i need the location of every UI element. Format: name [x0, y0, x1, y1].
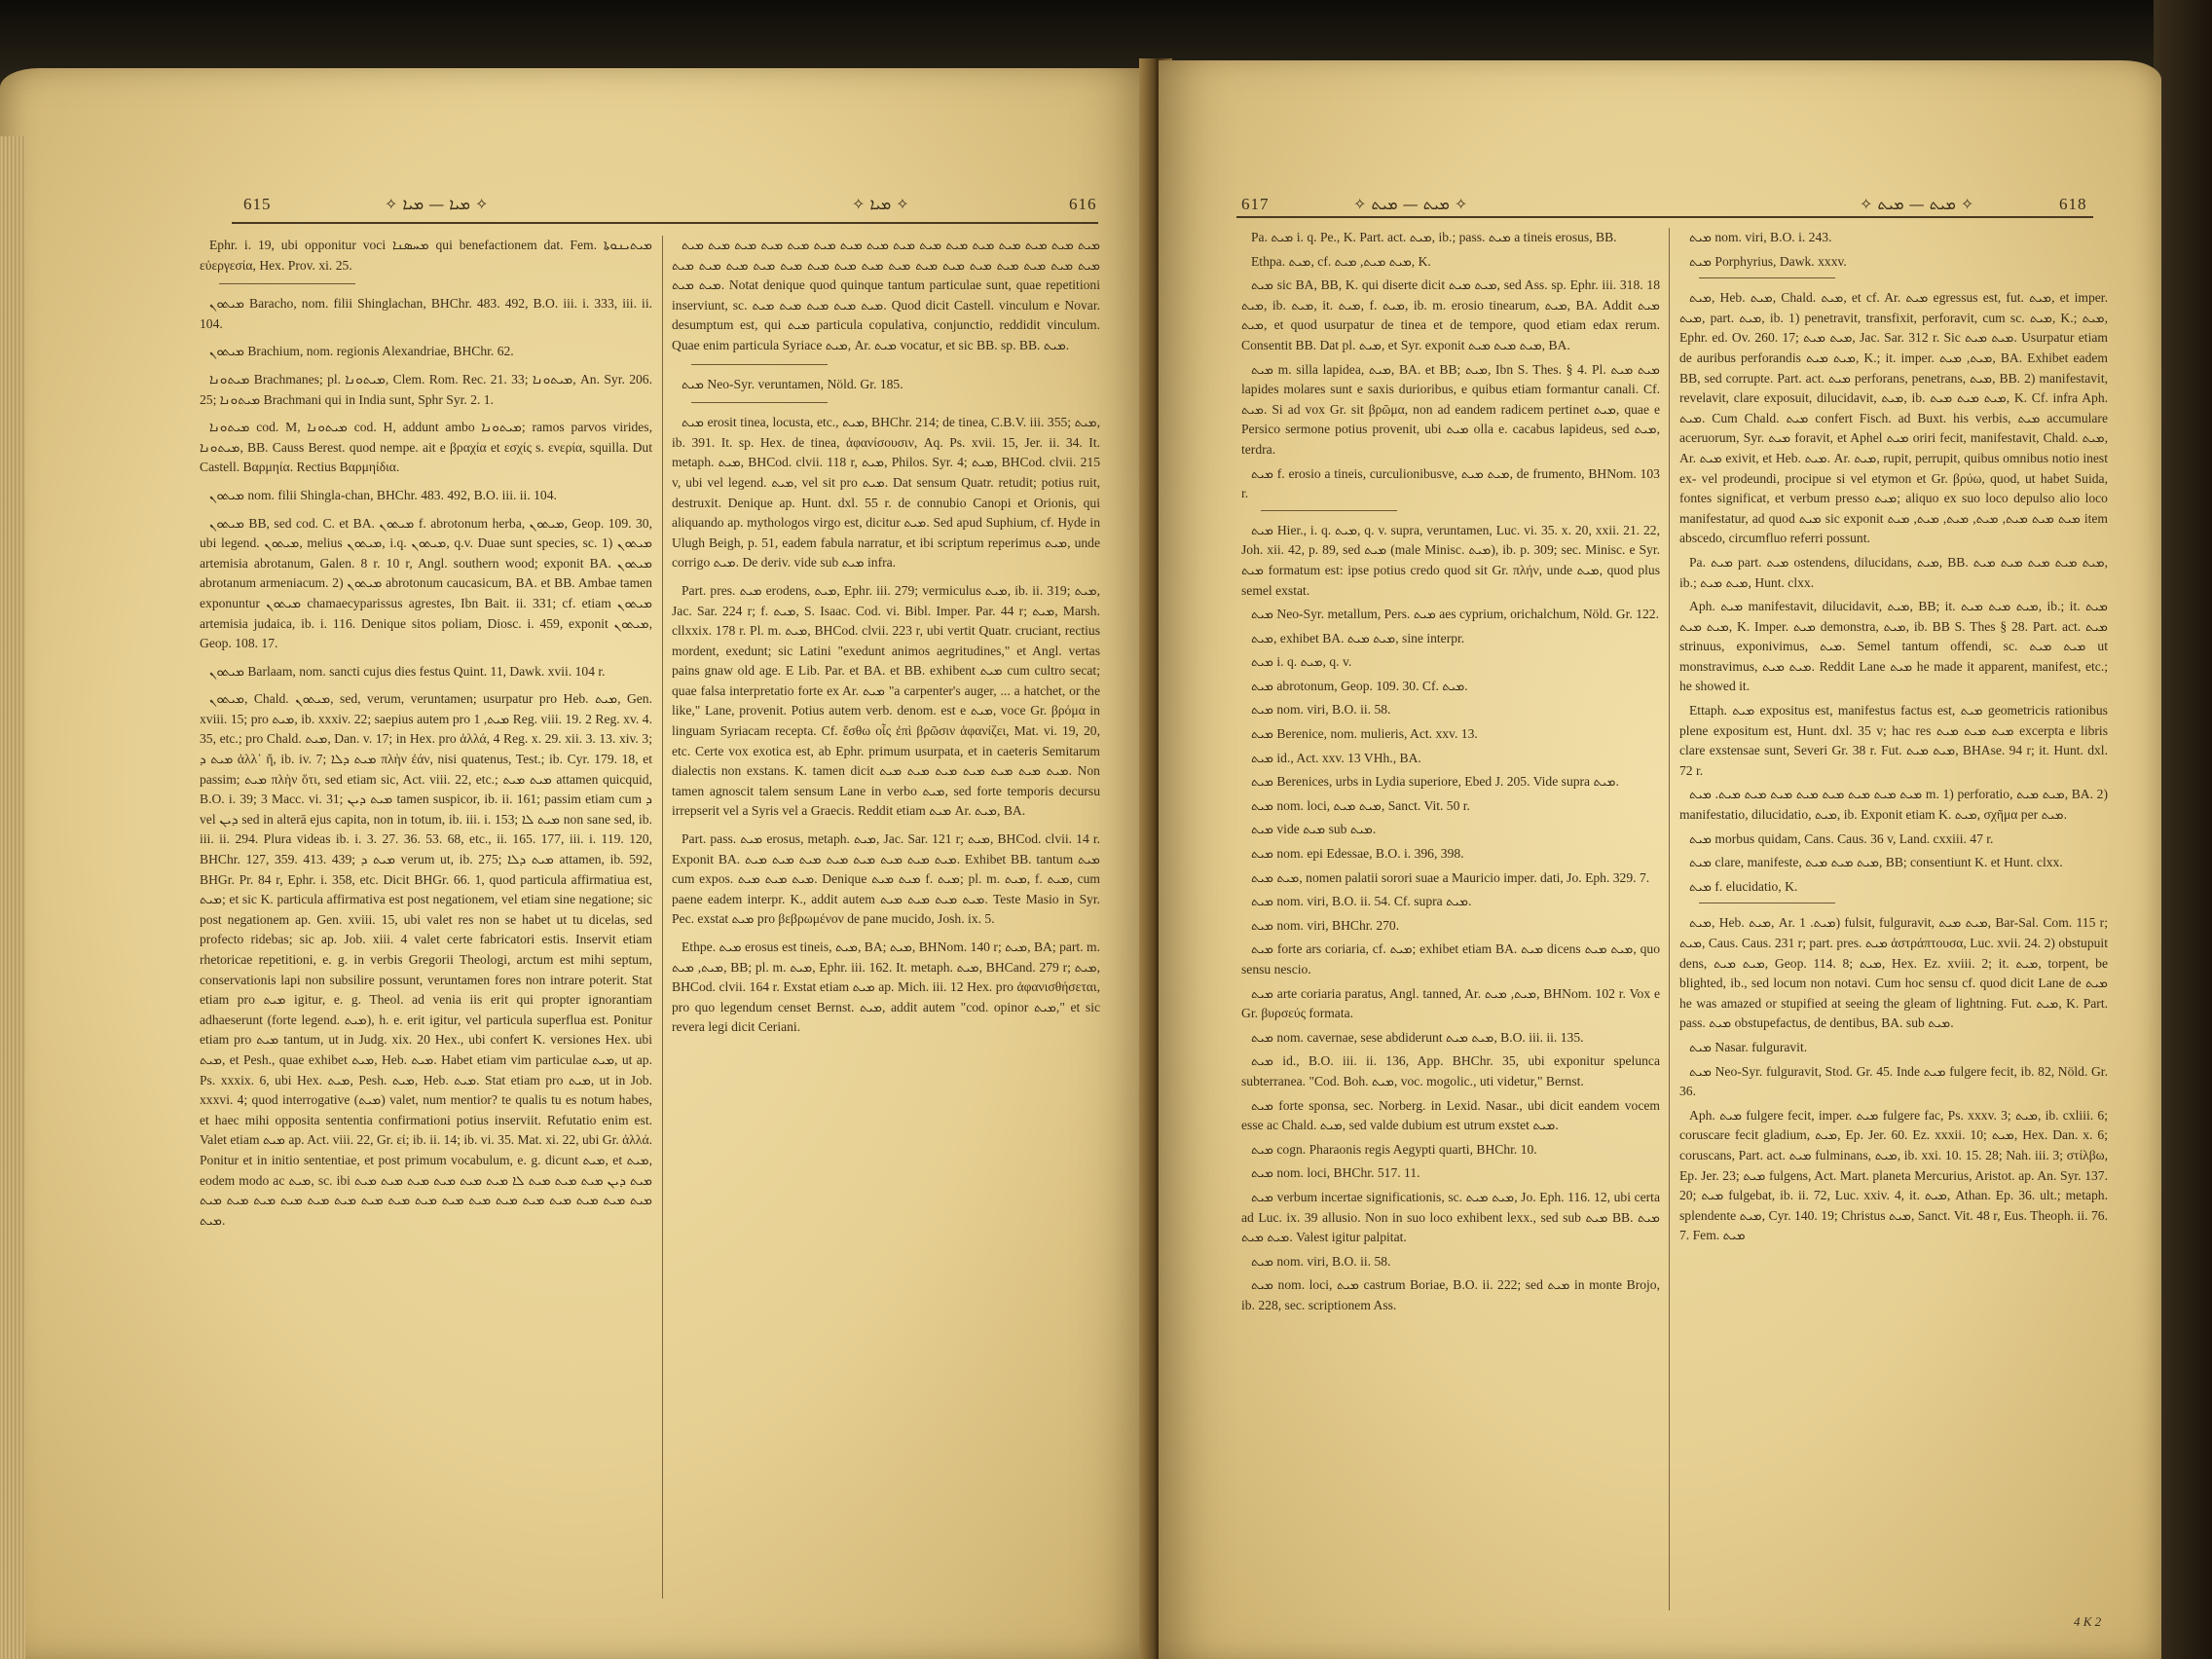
page-edges — [0, 136, 25, 1659]
column-divider — [662, 236, 663, 1599]
entry: ܡܝܬ clare, manifeste, ܡܝܬ ܡܝܬ ܡܝܬ, BB; consentiunt K. et Hunt. clxx. — [1689, 855, 2063, 870]
entry: ܡܝܬ vide ܡܝܬ sub ܡܝܬ. — [1251, 822, 1377, 837]
entry: Ephr. i. 19, ubi opponitur voci ܡܚܣܢܐ qui benefactionem dat. Fem. ܡܝܬܝܢܘܬܐ εὐεργεσία, Hex. Prov. xi. 25. — [200, 238, 652, 273]
entry: Pa. ܡܝܬ i. q. Pe., K. Part. act. ܡܝܬ, ib.; pass. ܡܝܬ a tineis erosus, BB. — [1251, 230, 1617, 244]
entry: ܡܝܬ sic BA, BB, K. qui diserte dicit ܡܝܬ ܡܝܬ, sed Ass. sp. Ephr. iii. 318. 18 ܡܝܬ, ib. ܡܝܬ, it. ܡܝܬ, f. ܡܝܬ, ib. m. erosio tinearum, ܡܝܬ, BA. Addit ܡܝܬ ܡܝܬ, et quod usurpatur de tinea et de tempore, quod etiam edax rerum. Consentit BB. Dat pl. ܡܝܬ, et Syr. exponit ܡܝܬ ܡܝܬ ܡܝܬ, BA. — [1241, 277, 1660, 352]
entry: Ethpa. ܡܝܬ, cf. ܡܝܬ ܡܝܬ, ܡܝܬ, K. — [1251, 253, 1431, 269]
entry: ܡܝܬ f. elucidatio, K. — [1689, 878, 1798, 894]
entry: ܡܝܬܘܢ Baracho, nom. filii Shinglachan, BHChr. 483. 492, B.O. iii. i. 333, iii. ii. 104. — [200, 296, 652, 331]
entry: ܡܝܬ verbum incertae significationis, sc. ܡܝܬ ܡܝܬ, Jo. Eph. 116. 12, ubi certa ad Luc. ix. 39 allusio. Non in suo loco exhibent lexx., sed sub ܡܝܬ BB. ܡܝܬ ܡܝܬ ܡܝܬ. Valest igitur palpitat. — [1241, 1189, 1660, 1245]
entry: ܡܝܬ erosit tinea, locusta, etc., ܡܝܬ, BHChr. 214; de tinea, C.B.V. iii. 355; ܡܝܬ, ib. 391. It. sp. Hex. de tinea, ἀφανίσουσιν, Aq. Ps. xvii. 15, Jer. ii. 34. It. metaph. ܡܝܬ, BHCod. clvii. 118 r, ܡܝܬ, Philos. Syr. 4; ܡܝܬ, BHCod. clvii. 215 v, ubi vel legend. ܡܝܬ, vel sit pro ܡܝܬ. Dat sensum Quatr. retudit; potius ruit, destruxit. Denique ap. Hunt. dxl. 55 r. de connubio Canopi et Orionis, qui aliquando ap. mythologos virgo est, dicitur ܡܝܬ. Sed apud Suphium, cf. Hyde in Ulugh Beigh, p. 51, eadem fabula narratur, et ibi scriptum reperimus ܡܝܬ, unde corrigo ܡܝܬ. De deriv. vide sub ܡܝܬ infra. — [672, 415, 1100, 571]
entry: ܡܝܬ Neo-Syr. veruntamen, Nöld. Gr. 185. — [682, 376, 903, 391]
entry: Aph. ܡܝܬ manifestavit, dilucidavit, ܡܝܬ, BB; it. ܡܝܬ ܡܝܬ ܡܝܬ, ib.; it. ܡܝܬ ܡܝܬ ܡܝܬ, K. Imper. ܡܝܬ demonstra, ܡܝܬ, ib. BB S. Thes § 28. Part. act. ܡܝܬ strinuus, exponivimus, ܡܝܬ. Semel tantum offendi, sc. ܡܝܬ ܡܝܬ ut monstravimus, ܡܝܬ ܡܝܬ. Reddit Lane ܡܝܬ he made it apparent, manifest, etc.; he showed it. — [1679, 599, 2108, 694]
column-divider — [1669, 228, 1670, 1610]
entry: ܡܝܬ nom. loci, BHChr. 517. 11. — [1251, 1165, 1420, 1181]
entry: ܡܝܬܘܢ BB, sed cod. C. et BA. ܡܝܬܘܢ f. abrotonum herba, ܡܝܬܘܢ, Geop. 109. 30, ubi legend. ܡܝܬܘܢ, melius ܡܝܬܘܢ, i.q. ܡܝܬܘܢ, q.v. Duae sunt species, sc. 1) ܡܝܬܘܢ artemisia abrotanum, Galen. 8 r. 10 r, Angl. southern wood; exponit BA. ܡܝܬܘܢ abrotanum armeniacum. 2) ܡܝܬܘܢ abrotonum caucasicum, BA. et BB. Ambae tamen exponuntur ܡܝܬܘܢ chamaecyparissus agrestes, Ibn Bait. ii. 331; cf. etiam ܡܝܬܘܢ artemisia judaica, ib. i. 116. Denique sitos poliam, Diosc. i. 459, exponit ܡܝܬܘܢ, Geop. 108. 17. — [200, 515, 652, 651]
entry: ܡܝܬ nom. viri, B.O. ii. 54. Cf. supra ܡܝܬ. — [1251, 894, 1472, 909]
entry: ܡܝܬ morbus quidam, Cans. Caus. 36 v, Land. cxxiii. 47 r. — [1689, 830, 1994, 846]
entry: ܡܝܬ, exhibet BA. ܡܝܬ ܡܝܬ, sine interpr. — [1251, 630, 1465, 645]
entry: ܡܝܬ nom. viri, B.O. ii. 58. — [1251, 1253, 1391, 1269]
entry: ܡܝܬ ܡܝܬ ܡܝܬ ܡܝܬ ܡܝܬ ܡܝܬ ܡܝܬ ܡܝܬ. ܡܝܬ m. 1) perforatio, ܡܝܬ ܡܝܬ, BA. 2) manifestatio, dilucidatio, ܡܝܬ, ib. Exponit etiam K. ܡܝܬ, σχῆμα per ܡܝܬ. — [1679, 787, 2108, 823]
column-616 — [672, 236, 1100, 1608]
entry-separator — [691, 364, 828, 365]
entry: ܡܝܬ abrotonum, Geop. 109. 30. Cf. ܡܝܬ. — [1251, 678, 1468, 693]
entry: ܡܝܬ id., Act. xxv. 13 VHh., BA. — [1251, 750, 1421, 765]
entry: ܡܝܬܘܢ nom. filii Shingla-chan, BHChr. 483. 492, B.O. iii. ii. 104. — [209, 487, 557, 502]
entry: ܡܝܬܘܢܐ Brachmanes; pl. ܡܝܬܘܢܐ, Clem. Rom. Rec. 21. 33; ܡܝܬܘܢܐ, An. Syr. 206. 25; ܡܝܬܘܢܐ Brachmani qui in India sunt, Sphr Syr. 2. 1. — [200, 371, 652, 407]
page-number: 615 — [243, 195, 272, 213]
running-head: ✧ ܡܝܬ — ܡܝܬ ✧ — [1353, 195, 1468, 213]
entry: ܡܝܬ id., B.O. iii. ii. 136, App. BHChr. 35, ubi exponitur spelunca subterranea. "Cod. Boh. ܡܝܬ, voc. mogolic., uti videtur," Bernst. — [1241, 1053, 1660, 1088]
entry: ܡܝܬ ܡܝܬ ܡܝܬ ܡܝܬ ܡܝܬ ܡܝܬ ܡܝܬ ܡܝܬ ܡܝܬ ܡܝܬ ܡܝܬ ܡܝܬ ܡܝܬ ܡܝܬ ܡܝܬ ܡܝܬ ܡܝܬ ܡܝܬ ܡܝܬ ܡܝܬ ܡܝܬ ܡܝܬ ܡܝܬ ܡܝܬ ܡܝܬ ܡܝܬ ܡܝܬ ܡܝܬ ܡܝܬ ܡܝܬ ܡܝܬ ܡܝܬ ܡܝܬ ܡܝܬ. Notat denique quod quinque tantum particulae sunt, quae repetitioni inserviunt, sc. ܡܝܬ ܡܝܬ ܡܝܬ ܡܝܬ ܡܝܬ. Quod dicit Castell. vinculum e Novar. desumptum est, qui ܡܝܬ particula copulativa, conjunctio, reddidit vinculum. Quae enim particula Syriace ܡܝܬ, Ar. ܡܝܬ vocatur, et sic BB. sp. BB. ܡܝܬ. — [672, 238, 1100, 352]
entry: ܡܝܬ Nasar. fulguravit. — [1689, 1039, 1808, 1054]
entry: ܡܝܬ Hier., i. q. ܡܝܬ, q. v. supra, veruntamen, Luc. vi. 35. x. 20, xxii. 21. 22, Joh. xii. 42, p. 89, sed ܡܝܬ (male Minisc. ܡܝܬ), ib. p. 309; sec. Minisc. e Syr. ܡܝܬ formatum est: ipse potius credo quod sit Gr. πλήν, unde ܡܝܬ, quod plus semel exstat. — [1241, 522, 1660, 598]
running-head: ✧ ܡܝܬ — ܡܝܬ ✧ — [1860, 195, 1974, 213]
entry-separator — [1699, 277, 1835, 278]
entry: Part. pres. ܡܝܬ erodens, ܡܝܬ, Ephr. iii. 279; vermiculus ܡܝܬ, ib. ii. 319; ܡܝܬ, Jac. Sar. 224 r; f. ܡܝܬ, S. Isaac. Cod. vi. Bibl. Imper. Par. 44 r; ܡܝܬ, Marsh. cllxxix. 178 r. Pl. m. ܡܝܬ, BHCod. clvii. 223 r, ubi vertit Quatr. cruciant, rectius mordent, exedunt; sic Latini "exedunt animos aegritudines," et Angl. vertas pains gnaw old age. E Lib. Par. et BA. et BB. exhibent ܡܝܬ cum cultro secat; quae falsa interpretatio forte ex Ar. ܡܝܬ "a carpenter's auger, ... a hatchet, or the like," Lane, provenit. Potius autem verb. denom. est e ܡܝܬ, voce Gr. βρόμα in linguam Syriacam recepta. Cf. ἔσθω οἷς ἐπὶ βρῶσιν ἀφανίζει, Mat. vi. 19, 20, etc. Certe vox exotica est, ab Ephr. primum usurpata, et in caeteris Semitarum dialectis non exstans. K. tamen dicit ܡܝܬ ܡܝܬ ܡܝܬ ܡܝܬ ܡܝܬ ܡܝܬ ܡܝܬ. Non tamen agnoscit talem sensum Lane in verbo ܡܝܬ, sed forte temporis decursu irrepserit vel a Syris vel a Graecis. Reddit etiam ܡܝܬ Ar. ܡܝܬ, BA. — [672, 582, 1100, 819]
signature-mark: 4 K 2 — [2074, 1614, 2102, 1629]
entry: ܡܝܬ nom. epi Edessae, B.O. i. 396, 398. — [1251, 846, 1464, 862]
entry: ܡܝܬ nom. viri, B.O. i. 243. — [1689, 230, 1832, 244]
entry: ܡܝܬ nom. loci, ܡܝܬ ܡܝܬ, Sanct. Vit. 50 r. — [1251, 797, 1470, 813]
entry: ܡܝܬܘܢ, Chald. ܡܝܬܘܢ, sed, verum, veruntamen; usurpatur pro Heb. ܡܝܬ, Gen. xviii. 15; pro ܡܝܬ, ib. xxxiv. 22; saepius autem pro ܡܝܬ, 1 Reg. viii. 19. 2 Reg. xv. 4. 35, etc.; pro Chald. ܡܝܬ, Dan. v. 17; in Hex. pro ἀλλά, 4 Reg. x. 29. xii. 3. 13. xiv. 3; ܡܝܬ ܕ ἀλλ᾽ ἤ, ib. iv. 7; ܡܝܬ ܕܠܐ πλὴν ἐάν, nisi quatenus, Test.; ib. Cyr. 179. 18, et passim; ܡܝܬ πλὴν ὅτι, sed etiam sic, Act. viii. 22, etc.; ܡܝܬ ܡܝܬ attamen quicquid, B.O. i. 39; 3 Macc. vi. 31; ܡܝܬ ܕܝܢ tamen suspicor, ib. ii. 161; passim etiam cum ܕ vel ܕܝܢ sed in alterā ejus capita, non in totum, ib. iii. i. 153; ܡܝܬ ܠܐ non sane sed, ib. iii. ii. 294. Plura videas ib. i. 3. 27. 36. 53. 68, etc., ii. 165. 177, iii. i. 119. 120, BHChr. 127, 359. 413. 439; ܡܝܬ ܕ verum ut, ib. 275; ܡܝܬ ܕܠܐ attamen, ib. 592, BHGr. Pr. 84 r, Ephr. i. 358, etc. Dicit BHGr. 66. 1, quod particula affirmatiua est, ܡܝܬ; et sic K. particula affirmativa est post negationem, vel etiam sine negatione; sic post negationem ap. Gen. xviii. 15, ubi valet res non se habet ut tu dicelas, sed profecto ridebas; sic ap. Job. xiii. 4 valet certe fabricatori estis. Inservit etiam rhetoricae repetitioni, e. g. in verbis Gregorii Theologi, arctum est mihi septum, conservationis lapi non subsilire possunt, veruntamen fores non intrare poterit. Stat etiam pro ܡܝܬ igitur, e. g. Theol. ad venia iis erit qui propter ignorantiam adhaeserunt (forte legend. ܡܝܬ), h. e. erit igitur, vel particula superflua est. Ponitur etiam pro ܡܝܬ tantum, ut in Judg. xix. 20 Hex., ubi confert K. versiones Hex. ubi ܡܝܬ, et Pesh., quae exhibet ܡܝܬ, Heb. ܡܝܬ. Habet etiam vim particulae ܡܝܬ, ut ap. Ps. xxxix. 6, ubi Hex. ܡܝܬ, Pesh. ܡܝܬ, Heb. ܡܝܬ. Stat etiam pro ܡܝܬ, ut in Job. xxxvi. 4; quod interrogative (ܡܝܬ) valet, num mentior? te qualis tu es notum habes, et haec mihi opposita sententia confirmationi potius inserviit. Refutatio enim est. Valet etiam ܡܝܬ ap. Act. viii. 22, Gr. εἰ; ib. ii. 14; ib. vi. 35. Mat. xi. 22, ubi Gr. ἀλλά. Ponitur et in initio sententiae, et post primum vocabulum, e. g. dicunt ܡܝܬ, et ܡܝܬ, eodem modo ac ܡܝܬ, sc. ibi ܡܝܬ ܕܝܢ ܡܝܬ ܡܝܬ ܡܝܬ ܠܐ ܡܝܬ ܡܝܬ ܡܝܬ ܡܝܬ ܡܝܬ ܡܝܬ ܡܝܬ ܡܝܬ ܡܝܬ ܡܝܬ ܡܝܬ ܡܝܬ ܡܝܬ ܡܝܬ ܡܝܬ ܡܝܬ ܡܝܬ ܡܝܬ ܡܝܬ ܡܝܬ ܡܝܬ ܡܝܬ ܡܝܬ ܡܝܬ. — [200, 691, 652, 1228]
right-page-header — [1159, 185, 2161, 228]
left-page — [0, 68, 1149, 1659]
entry: ܡܝܬ Berenice, nom. mulieris, Act. xxv. 13. — [1251, 726, 1478, 742]
running-head: ✧ ܡܝܐ — ܡܝܐ ✧ — [385, 195, 489, 213]
entry: ܡܝܬ nom. viri, B.O. ii. 58. — [1251, 702, 1391, 718]
entry: ܡܝܬ arte coriaria paratus, Angl. tanned, Ar. ܡܝܬ, ܡܝܬ, BHNom. 102 r. Vox e Gr. βυρσεύς formata. — [1241, 985, 1660, 1021]
right-page — [1159, 60, 2161, 1659]
entry: ܡܝܬ Neo-Syr. metallum, Pers. ܡܝܬ aes cyprium, orichalchum, Nöld. Gr. 122. — [1251, 607, 1659, 622]
entry-separator — [691, 402, 828, 403]
entry: ܡܝܬ i. q. ܡܝܬ, q. v. — [1251, 654, 1352, 670]
column-615 — [200, 236, 652, 1608]
entry: ܡܝܬ ܡܝܬ, nomen palatii sorori suae a Mauricio imper. dati, Jo. Eph. 329. 7. — [1251, 869, 1650, 885]
entry: ܡܝܬܘܢ Brachium, nom. regionis Alexandriae, BHChr. 62. — [209, 344, 514, 359]
running-head: ✧ ܡܝܐ ✧ — [852, 195, 909, 213]
entry: ܡܝܬ, Heb. ܡܝܬ, Ar. ܡܝܬ. 1) fulsit, fulguravit, ܡܝܬ ܡܝܬ, Bar-Sal. Com. 115 r; ܡܝܬ, Caus. Caus. 231 r; part. pres. ܡܝܬ ἀστράπτουσα, Luc. xvii. 24. 2) obstupuit dens, ܡܝܬ ܡܝܬ, Geop. 114. 8; ܡܝܬ, Hex. Ez. xviii. 2; it. ܡܝܬ, torpent, be blighted, ib., sed locum non notavi. Cum hoc sensu cf. quod dicit Lane de ܡܝܬ he was amazed or stupified at seeing the gleam of lightning. Fut. ܡܝܬ, K. Part. pass. ܡܝܬ obstupefactus, de dentibus, BA. sub ܡܝܬ. — [1679, 915, 2108, 1031]
entry: ܡܝܬ forte sponsa, sec. Norberg. in Lexid. Nasar., ubi dicit eandem vocem esse ac Chald. ܡܝܬ, sed valde dubium est utrum exstet ܡܝܬ. — [1241, 1097, 1660, 1133]
entry: Ettaph. ܡܝܬ expositus est, manifestus factus est, ܡܝܬ geometricis rationibus plene expositum est, Hunt. dxl. 35 v; hac res ܡܝܬ ܡܝܬ ܡܝܬ excerpta e libris clare exstensae sunt, Severi Gr. 38 r. Fut. ܡܝܬ ܡܝܬ, BHAse. 94 r; it. Hunt. dxl. 72 r. — [1679, 703, 2108, 778]
header-rule — [232, 222, 1098, 224]
entry: ܡܝܬ nom. loci, ܡܝܬ castrum Boriae, B.O. ii. 222; sed ܡܝܬ in monte Brojo, ib. 228, sec. scriptionem Ass. — [1241, 1277, 1660, 1312]
entry: ܡܝܬܘܢ Barlaam, nom. sancti cujus dies festus Quint. 11, Dawk. xvii. 104 r. — [209, 663, 606, 679]
page-number: 618 — [2059, 195, 2087, 213]
entry: ܡܝܬ Porphyrius, Dawk. xxxv. — [1689, 253, 1847, 269]
page-number: 617 — [1241, 195, 1270, 213]
entry: ܡܝܬ nom. cavernae, sese abdiderunt ܡܝܬ ܡܝܬ, B.O. iii. ii. 135. — [1251, 1029, 1584, 1045]
entry: ܡܝܬܘܢܐ cod. M, ܡܝܬܘܢܐ cod. H, addunt ambo ܡܝܬܘܢܐ; ramos parvos virides, ܡܝܬܘܢܐ, BB. Causs Berest. quod nempe. ait e βραχία et εσχίς s. ενερία, squilla. Dut Castell. Βαρμηία. Rectius Βαρμηίδια. — [200, 420, 652, 475]
header-rule — [1236, 216, 2093, 218]
entry: Pa. ܡܝܬ part. ܡܝܬ ostendens, dilucidans, ܡܝܬ, BB. ܡܝܬ ܡܝܬ ܡܝܬ ܡܝܬ ܡܝܬ, ib.; ܡܝܬ ܡܝܬ, Hunt. clxx. — [1679, 554, 2108, 590]
entry-separator — [219, 283, 355, 284]
entry: ܡܝܬ f. erosio a tineis, curculionibusve, ܡܝܬ ܡܝܬ, de frumento, BHNom. 103 r. — [1241, 465, 1660, 501]
page-number: 616 — [1069, 195, 1097, 213]
column-618 — [1679, 228, 2108, 1610]
column-617 — [1241, 228, 1660, 1610]
entry: ܡܝܬ Neo-Syr. fulguravit, Stod. Gr. 45. Inde ܡܝܬ fulgere fecit, ib. 82, Nöld. Gr. 36. — [1679, 1063, 2108, 1099]
entry: ܡܝܬ nom. viri, BHChr. 270. — [1251, 917, 1400, 933]
entry-separator — [1261, 510, 1397, 511]
entry: ܡܝܬ, Heb. ܡܝܬ, Chald. ܡܝܬ, et cf. Ar. ܡܝܬ egressus est, fut. ܡܝܬ, et imper. ܡܝܬ, part. ܡܝܬ, ib. 1) penetravit, transfixit, perforavit, cum sc. ܡܝܬ, K.; ܡܝܬ, Ephr. ed. Ov. 260. 17; ܡܝܬ ܡܝܬ, Jac. Sar. 312 r. Sic ܡܝܬ ܡܝܬ. Usurpatur etiam de auribus perforandis ܡܝܬ ܡܝܬ, K.; it. imper. ܡܝܬ, ܡܝܬ, BA. Exhibet eadem BB, sed corrupte. Part. act. ܡܝܬ perforans, penetrans, ܡܝܬ, BB. 2) manifestavit, revelavit, clare exposuit, dilucidavit, ܡܝܬ, ib. ܡܝܬ ܡܝܬ ܡܝܬ, K. Cf. infra Aph. ܡܝܬ. Cum Chald. ܡܝܬ confert Fisch. ad Buxt. his verbis, ܡܝܬ accumulare aceruorum, Syr. ܡܝܬ foravit, et Aphel ܡܝܬ oriri fecit, manifestavit, Chald. ܡܝܬ, Ar. ܡܝܬ exivit, et Heb. ܡܝܬ. Ar. ܡܝܬ, rupit, perrupit, quibus omnibus notio inest ex- vel prodeundi, procipue si vel etymon et Gr. βρύω, quod, ut habet Suida, fontes significat, et verbum presso ܡܝܬ; aliquo ex suo loco depulso alio loco manifestatur, ad quod ܡܝܬ sic exponit ܡܝܬ ܡܝܬ ܡܝܬ, ܡܝܬ, ܡܝܬ, ܡܝܬ, ܡܝܬ item abscedo, circumfluo referri possunt. — [1679, 290, 2108, 546]
entry: Ethpe. ܡܝܬ erosus est tineis, ܡܝܬ, BA; ܡܝܬ, BHNom. 140 r; ܡܝܬ, BA; part. m. ܡܝܬ, ܡܝܬ, BB; pl. m. ܡܝܬ, Ephr. iii. 162. It. metaph. ܡܝܬ, BHCand. 279 r; ܡܝܬ, BHCod. clvii. 164 r. Exstat etiam ܡܝܬ ap. Mich. iii. 12 Hex. pro ἀφανισθήσεται, pro quo legendum censet Bernst. ܡܝܬ, addit autem "cod. opinor ܡܝܬ," et sic revera legi dicit Ceriani. — [672, 940, 1100, 1035]
entry: ܡܝܬ cogn. Pharaonis regis Aegypti quarti, BHChr. 10. — [1251, 1141, 1537, 1157]
entry: Part. pass. ܡܝܬ erosus, metaph. ܡܝܬ, Jac. Sar. 121 r; ܡܝܬ, BHCod. clvii. 14 r. Exponit BA. ܡܝܬ ܡܝܬ ܡܝܬ ܡܝܬ ܡܝܬ ܡܝܬ ܡܝܬ ܡܝܬ. Exhibet BB. tantum ܡܝܬ cum expos. ܡܝܬ ܡܝܬ ܡܝܬ. Denique ܡܝܬ ܡܝܬ f. ܡܝܬ; pl. m. ܡܝܬ, f. ܡܝܬ, cum paene eadem interpr. K., addit autem ܡܝܬ ܡܝܬ ܡܝܬ ܡܝܬ. Teste Masio in Syr. Pec. exstat ܡܝܬ pro βεβρωμένον de pane mucido, Josh. ix. 5. — [672, 831, 1100, 927]
entry: ܡܝܬ forte ars coriaria, cf. ܡܝܬ; exhibet etiam BA. ܡܝܬ dicens ܡܝܬ ܡܝܬ, quo sensu nescio. — [1241, 941, 1660, 977]
entry: ܡܝܬ Berenices, urbs in Lydia superiore, Ebed J. 205. Vide supra ܡܝܬ. — [1251, 774, 1619, 790]
entry: Aph. ܡܝܬ fulgere fecit, imper. ܡܝܬ fulgere fac, Ps. xxxv. 3; ܡܝܬ, ib. cxliii. 6; coruscare fecit gladium, ܡܝܬ, Ep. Jer. 60. Ez. xxxii. 10; ܡܝܬ, Hex. Dan. x. 6; coruscans, Part. act. ܡܝܬ fulminans, ܡܝܬ, ib. xxi. 10. 15. 28; Nah. iii. 3; στίλβω, Ep. Jer. 23; ܡܝܬ fulgens, Act. Mart. planeta Mercurius, Aristot. ap. An. Syr. 137. 20; ܡܝܬ fulgebat, ib. ii. 72, Luc. xxiv. 4, it. ܡܝܬ, Athan. Ep. 36. ult.; metaph. splendente ܡܝܬ, Cyr. 140. 19; Christus ܡܝܬ, Sanct. Vit. 48 r, Eus. Theoph. ii. 76. 7. Fem. ܡܝܬ — [1679, 1107, 2108, 1243]
entry: ܡܝܬ m. silla lapidea, ܡܝܬ, BA. et BB; ܡܝܬ, Ibn S. Thes. § 4. Pl. ܡܝܬ ܡܝܬ lapides molares sunt e saxis durioribus, e quibus etiam formantur canali. Cf. ܡܝܬ. Si ad vox Gr. sit βρῶμα, non ad eandem radicem pertinet ܡܝܬ, quae e Persico sermone potius provenit, ubi ܡܝܬ olla e. cacabus lapideus, sed ܡܝܬ, terdra. — [1241, 361, 1660, 457]
